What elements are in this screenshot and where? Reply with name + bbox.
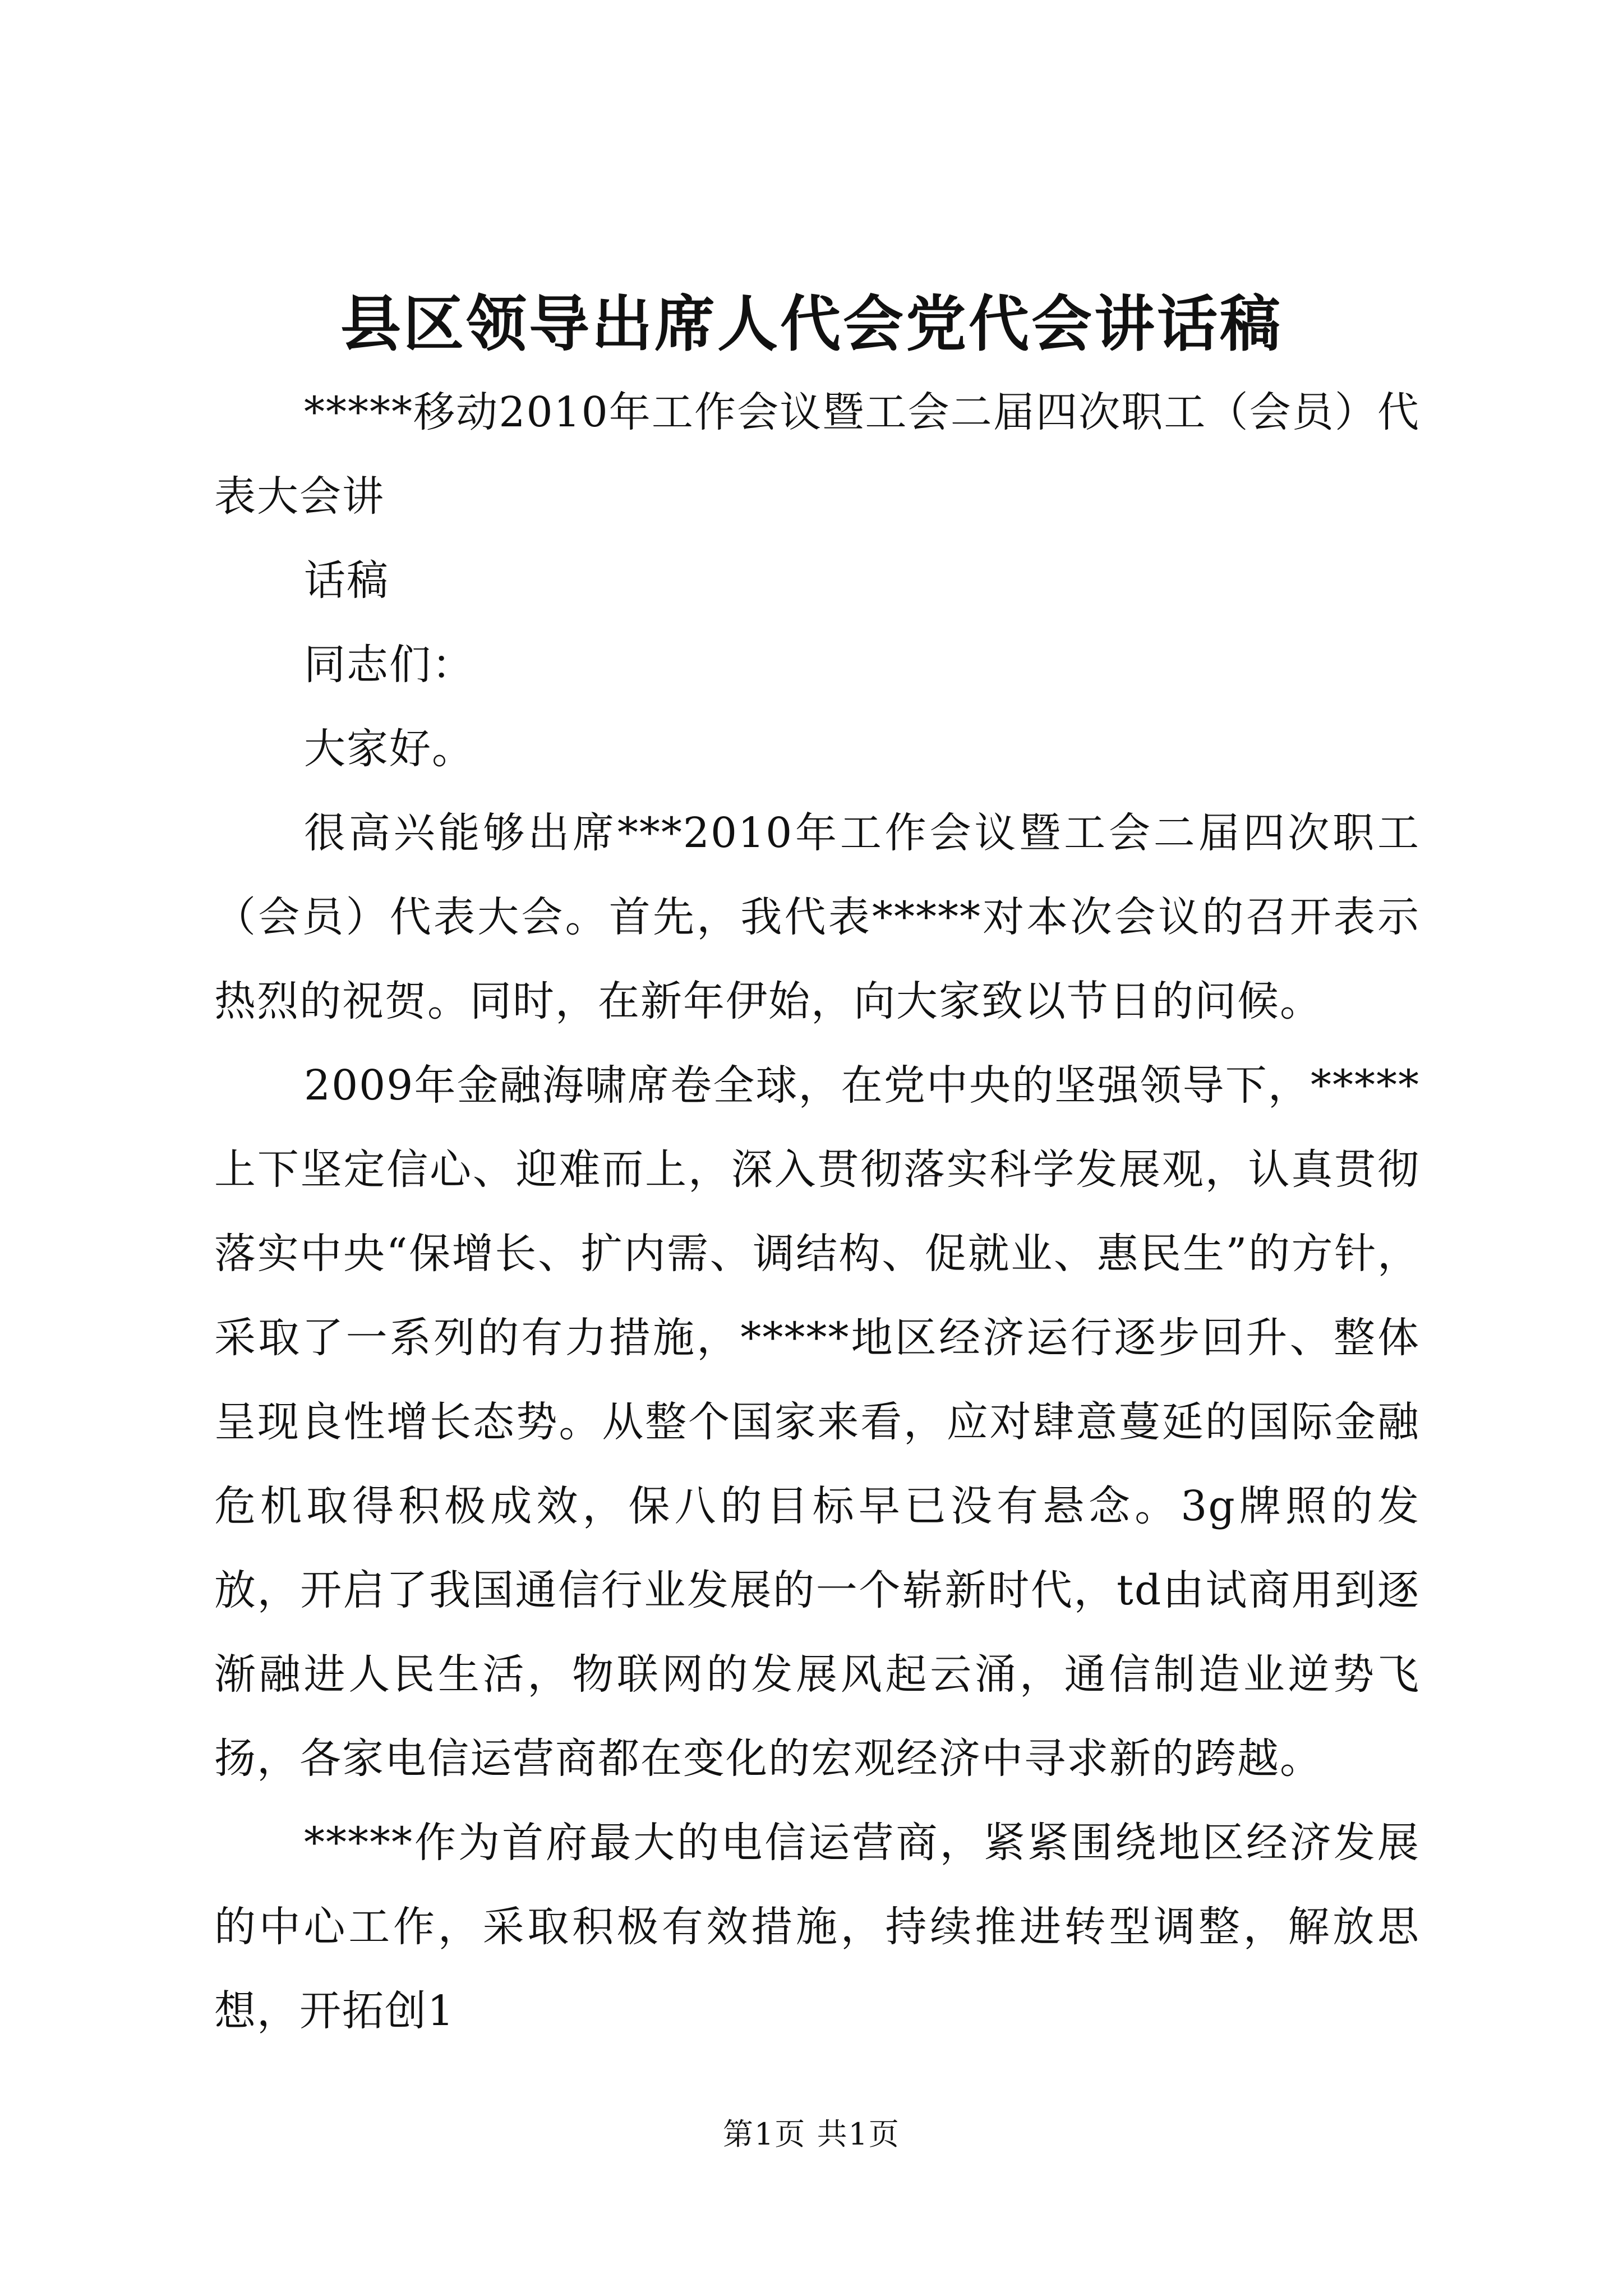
- document-title: 县区领导出席人代会党代会讲话稿: [340, 289, 1283, 360]
- body-paragraph: 大家好。: [304, 725, 474, 773]
- body-paragraph: *****移动2010年工作会议暨工会二届四次职工（会员）代表大会讲: [214, 388, 1420, 521]
- document-body: [214, 370, 1420, 2053]
- body-paragraph: 同志们：: [304, 641, 474, 689]
- body-paragraph: 话稿: [304, 556, 389, 605]
- page-number-footer: 第1页 共1页: [723, 2116, 900, 2152]
- body-paragraph: 2009年金融海啸席卷全球，在党中央的坚强领导下，*****上下坚定信心、迎难而上，深入贯彻落实科学发展观，认真贯彻落实中央“保增长、扩内需、调结构、促就业、惠民生”的方针，采取了一系列的有力措施，*****地区经济运行逐步回升、整体呈现良性增长态势。从整个国家来看，应对肆意蔓延的国际金融危机取得积极成效，保八的目标早已没有悬念。3g牌照的发放，开启了我国通信行业发展的一个崭新时代，td由试商用到逐渐融进人民生活，物联网的发展风起云涌，通信制造业逆势飞扬，各家电信运营商都在变化的宏观经济中寻求新的跨越。: [214, 1061, 1420, 1783]
- body-paragraph: 很高兴能够出席***2010年工作会议暨工会二届四次职工（会员）代表大会。首先，我代表*****对本次会议的召开表示热烈的祝贺。同时，在新年伊始，向大家致以节日的问候。: [214, 809, 1420, 1025]
- body-paragraph: *****作为首府最大的电信运营商，紧紧围绕地区经济发展的中心工作，采取积极有效措施，持续推进转型调整，解放思想，开拓创1: [214, 1819, 1420, 2035]
